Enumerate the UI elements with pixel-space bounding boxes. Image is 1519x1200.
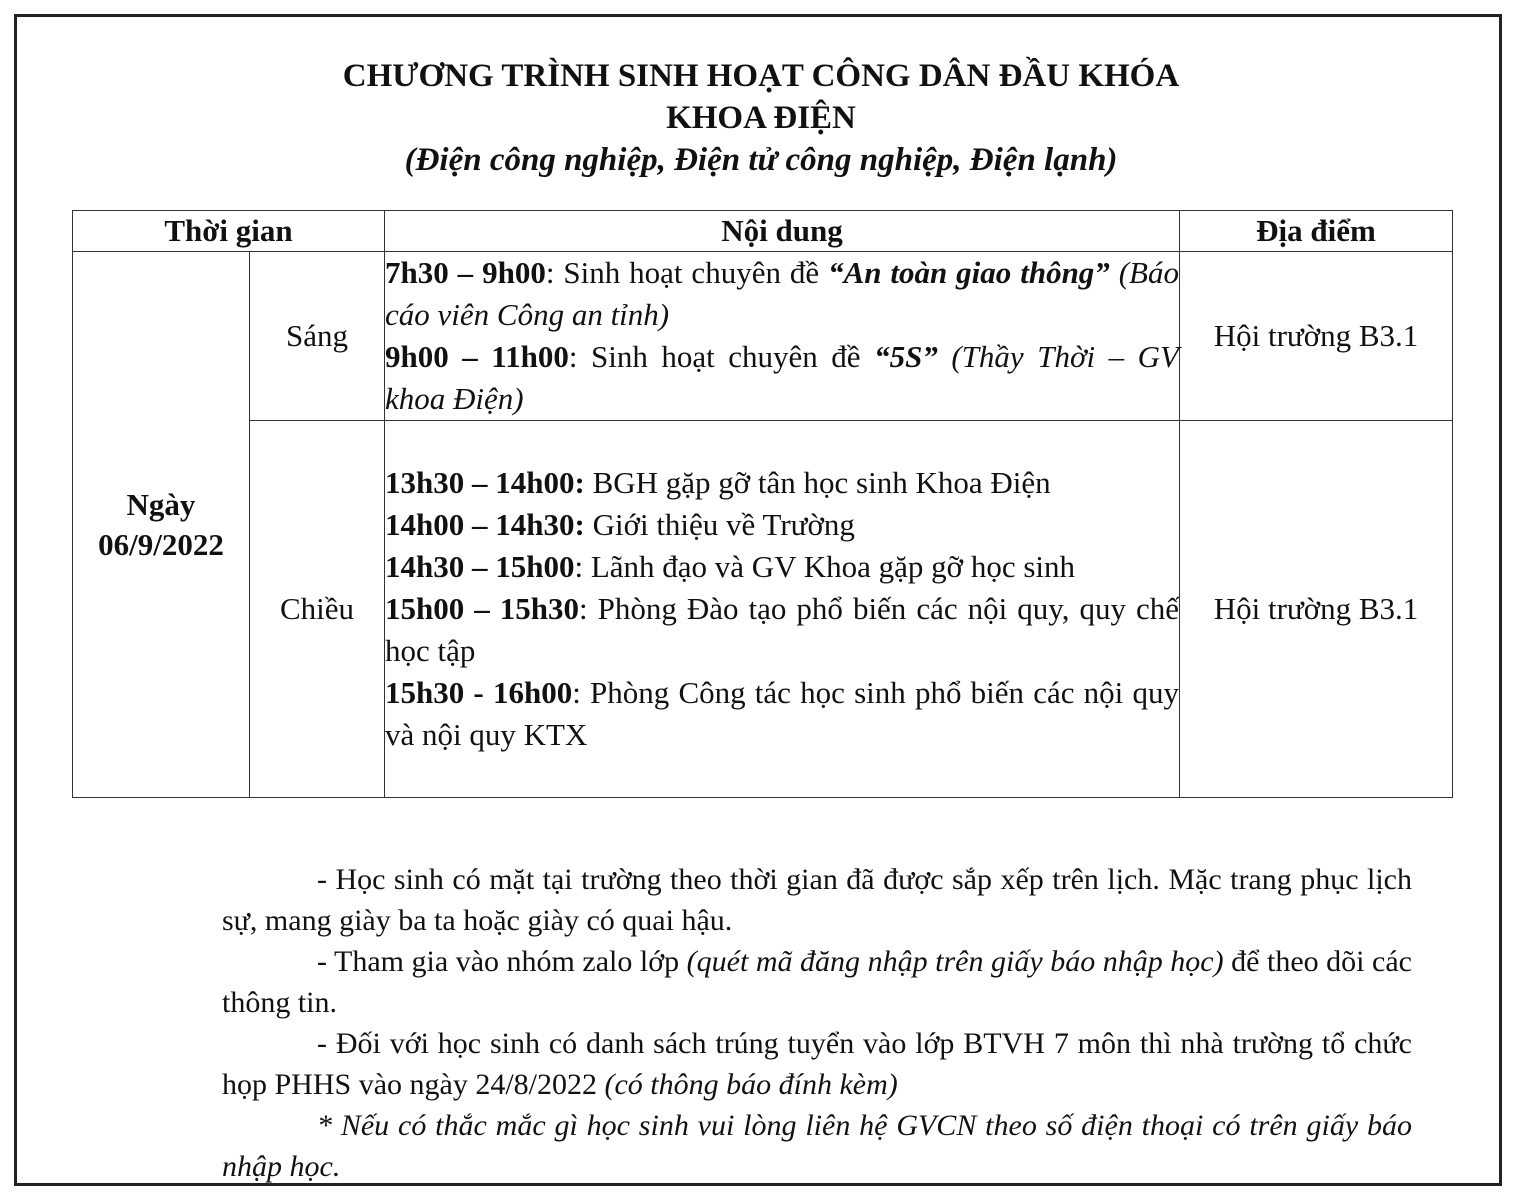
header-place: Địa điểm bbox=[1180, 211, 1453, 252]
document-frame bbox=[14, 14, 1502, 1186]
note-contact: * Nếu có thắc mắc gì học sinh vui lòng liên hệ GVCN theo số điện thoại có trên giấy báo nhập học. bbox=[222, 1109, 1412, 1183]
note-zalo-text: - Tham gia vào nhóm zalo lớp bbox=[317, 945, 687, 978]
item-time: 14h30 – 15h00 bbox=[385, 549, 575, 584]
table-row-morning bbox=[73, 252, 1453, 421]
note-zalo-tail: để theo dõi các thông tin. bbox=[222, 945, 1413, 1019]
item-text: : Phòng Đào tạo phổ biến các nội quy, quy chế học tập bbox=[385, 591, 1180, 668]
department-subtitle: (Điện công nghiệp, Điện tử công nghiệp, Điện lạnh) bbox=[404, 142, 1118, 178]
table-row-afternoon bbox=[73, 421, 1453, 798]
notes-section bbox=[222, 859, 1412, 1187]
item-text: Giới thiệu về Trường bbox=[584, 507, 855, 542]
date-value: 06/9/2022 bbox=[98, 526, 224, 562]
list-item bbox=[385, 462, 1179, 504]
department-title: KHOA ĐIỆN bbox=[666, 100, 856, 136]
header-time: Thời gian bbox=[73, 211, 385, 252]
place-morning: Hội trường B3.1 bbox=[1180, 252, 1453, 421]
item-text: : Sinh hoạt chuyên đề bbox=[545, 255, 829, 290]
session-morning: Sáng bbox=[250, 252, 385, 421]
item-text: : Phòng Công tác học sinh phổ biến các nội quy và nội quy KTX bbox=[385, 675, 1179, 752]
page-title: CHƯƠNG TRÌNH SINH HOẠT CÔNG DÂN ĐẦU KHÓA bbox=[342, 58, 1180, 94]
header-content: Nội dung bbox=[385, 211, 1180, 252]
item-text: : Lãnh đạo và GV Khoa gặp gỡ học sinh bbox=[574, 549, 1076, 584]
item-note: (Báo cáo viên Công an tỉnh) bbox=[385, 255, 1179, 332]
date-label: Ngày bbox=[126, 486, 196, 522]
item-note: (Thầy Thời – GV khoa Điện) bbox=[385, 339, 1179, 416]
item-topic: “5S” bbox=[874, 339, 938, 374]
list-item bbox=[385, 588, 1179, 672]
schedule-table bbox=[72, 210, 1453, 798]
list-item bbox=[385, 672, 1179, 756]
title-block bbox=[17, 55, 1505, 181]
morning-content bbox=[385, 252, 1180, 421]
afternoon-content bbox=[385, 421, 1180, 798]
list-item bbox=[385, 546, 1179, 588]
item-topic: “An toàn giao thông” bbox=[828, 255, 1110, 290]
list-item bbox=[385, 336, 1179, 420]
note-parents-meeting bbox=[222, 1023, 1412, 1105]
date-cell bbox=[73, 252, 250, 798]
note-meeting-text: - Đối với học sinh có danh sách trúng tuyển vào lớp BTVH 7 môn thì nhà trường tổ chức họp PHHS vào ngày 24/8/2022 bbox=[222, 1027, 1412, 1101]
item-time: 7h30 – 9h00 bbox=[385, 255, 546, 290]
note-zalo-hint: (quét mã đăng nhập trên giấy báo nhập học) bbox=[686, 945, 1224, 978]
item-time: 15h00 – 15h30 bbox=[385, 591, 580, 626]
note-attendance: - Học sinh có mặt tại trường theo thời gian đã được sắp xếp trên lịch. Mặc trang phục lịch sự, mang giày ba ta hoặc giày có quai hậu. bbox=[222, 863, 1412, 937]
session-afternoon: Chiều bbox=[250, 421, 385, 798]
item-time: 14h00 – 14h30: bbox=[385, 507, 585, 542]
list-item bbox=[385, 252, 1179, 336]
item-time: 13h30 – 14h00: bbox=[385, 465, 585, 500]
list-item bbox=[385, 504, 1179, 546]
item-text: : Sinh hoạt chuyên đề bbox=[568, 339, 875, 374]
note-zalo bbox=[222, 941, 1412, 1023]
item-time: 9h00 – 11h00 bbox=[385, 339, 569, 374]
item-time: 15h30 - 16h00 bbox=[385, 675, 573, 710]
item-text: BGH gặp gỡ tân học sinh Khoa Điện bbox=[584, 465, 1051, 500]
note-meeting-attachment: (có thông báo đính kèm) bbox=[604, 1068, 898, 1101]
place-afternoon: Hội trường B3.1 bbox=[1180, 421, 1453, 798]
table-header-row bbox=[73, 211, 1453, 252]
